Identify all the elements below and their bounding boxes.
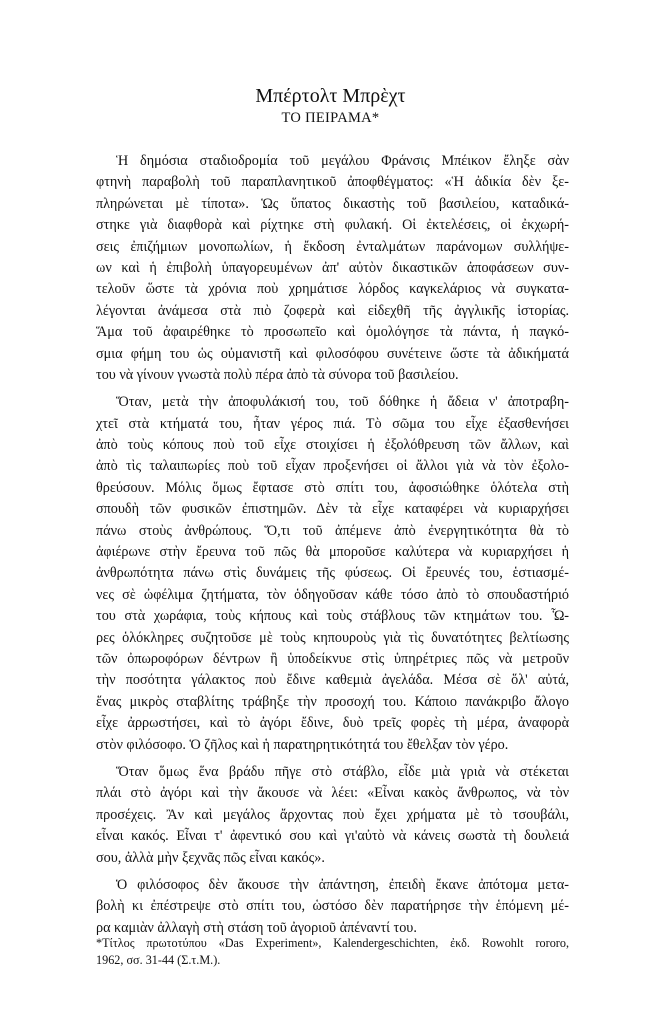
text-line: τελοῦν ὥστε τὰ χρόνια ποὺ χρημάτισε λόρδος καγκελάριος νὰ συγκατα- [96, 281, 569, 298]
paragraph-3 [96, 762, 569, 869]
text-line: ἀνθρωπότητα πάνω στὶς δυνάμεις τῆς φύσεως. Οἱ ἔρευνές του, ἑστιασμέ- [96, 565, 569, 582]
text-line: σπουδὴ τῶν φυσικῶν ἐπιστημῶν. Δὲν τὰ εἶχε καταφέρει νὰ κυριαρχήσει [96, 501, 569, 518]
text-line: στὸν φιλόσοφο. Ὁ ζῆλος καὶ ἡ παρατηρητικότητά του ἔθελξαν τὸν γέρο. [96, 736, 509, 753]
text-line: του νὰ γίνουν γνωστὰ πολὺ πέρα ἀπὸ τὰ σύνορα τοῦ βασιλείου. [96, 366, 459, 383]
paragraph-2 [96, 392, 569, 756]
text-line: εἶχε ἀρρωστήσει, καὶ τὸ ἀγόρι ἔδινε, δυὸ τρεῖς φορὲς τὴ μέρα, ἀναφορὰ [96, 715, 569, 732]
story-title: ΤΟ ΠΕΙΡΑΜΑ* [281, 110, 380, 126]
text-line: εἶναι κακός. Εἶναι τ' ἀφεντικό σου καὶ γι'αὐτὸ νὰ κάνεις σωστὰ τὴ δουλειά [96, 828, 569, 845]
text-line: του στὰ χωράφια, τοὺς κήπους καὶ τοὺς στάβλους τῶν κτημάτων του. Ὧ- [96, 608, 569, 625]
text-line: φτηνὴ παραβολὴ τοῦ παραπλανητικοῦ ἀποφθέγματος: «Ἡ ἀδικία δὲν ξε- [96, 174, 569, 191]
text-line: σου, ἀλλὰ μὴν ξεχνᾶς πῶς εἶναι κακός». [96, 849, 325, 866]
text-line: τῶν ὀπωροφόρων δέντρων ἢ ὑποδείκνυε στὶς ὑπηρέτριες πῶς νὰ μετροῦν [96, 650, 569, 667]
text-line: ων καὶ ἡ ἐπιβολὴ ὑπαγορευμένων ἀπ' αὐτὸν δικαστικῶν ἀποφάσεων συν- [96, 259, 569, 276]
footnote-line: *Τίτλος πρωτοτύπου «Das Experiment», Kalendergeschichten, ἐκδ. Rowohlt rororo, [96, 936, 569, 950]
text-line: Ἡ δημόσια σταδιοδρομία τοῦ μεγάλου Φράνσις Μπέικον ἔληξε σὰν [116, 153, 569, 169]
text-line: ἀφιέρωνε στὴν ἔρευνα τοῦ πῶς θὰ μποροῦσε καλύτερα νὰ κυριαρχήσει ἡ [96, 544, 569, 561]
text-line: χτεῖ στὰ κτήματά του, ἦταν γέρος πιά. Τὸ σῶμα του εἶχε ἐξασθενήσει [96, 415, 569, 432]
text-line: Ὅταν, μετὰ τὴν ἀποφυλάκισή του, τοῦ δόθηκε ἡ ἄδεια ν' ἀποτραβη- [116, 394, 569, 411]
text-line: σεις ἐπιζήμιων μονοπωλίων, ἡ ἔκδοση ἐνταλμάτων παράνομων συλλήψε- [96, 238, 569, 255]
text-line: πληρώνεται μὲ τίποτα». Ὡς ὕπατος δικαστὴς τοῦ βασιλείου, καταδικά- [96, 195, 569, 212]
author-name: Μπέρτολτ Μπρὲχτ [255, 85, 406, 107]
text-line: ἕνας μικρὸς σταβλίτης τράβηξε τὴν προσοχή του. Κάποιο πανάκριβο ἄλογο [96, 693, 569, 710]
footnote-line: 1962, σσ. 31-44 (Σ.τ.Μ.). [96, 953, 221, 967]
story-body [96, 151, 569, 945]
text-line: θρεύσουν. Μόλις ὅμως ἔφτασε στὸ σπίτι του, ἀφοσιώθηκε ὁλότελα στὴ [96, 479, 569, 496]
paragraph-4 [96, 875, 569, 939]
footnote [96, 935, 569, 969]
text-line: ἀπὸ τὶς ταλαιπωρίες ποὺ τοῦ εἶχαν προξενήσει οἱ ἄλλοι γιὰ νὰ τὸν ἐξολο- [96, 458, 569, 475]
paragraph-1 [96, 151, 569, 386]
text-line: προσέχεις. Ἂν καὶ μεγάλος ἄρχοντας ποὺ ἔχει χρήματα μὲ τὸ τσουβάλι, [96, 806, 569, 823]
text-line: στηκε γιὰ διαφθορὰ καὶ ρίχτηκε στὴ φυλακή. Οἱ ἐκτελέσεις, οἱ ἐκχωρή- [96, 217, 569, 234]
text-line: Ὁ φιλόσοφος δὲν ἄκουσε τὴν ἀπάντηση, ἐπειδὴ ἔκανε ἀπότομα μετα- [116, 876, 569, 893]
text-line: λέγονται ἀνάμεσα στὰ πιὸ ζοφερὰ καὶ εἰδεχθῆ τῆς ἀγγλικῆς ἱστορίας. [96, 302, 569, 319]
text-line: τὴν ποσότητα γάλακτος ποὺ ἔδινε καθεμιὰ ἀγελάδα. Μέσα σὲ ὅλ' αὐτά, [96, 672, 569, 689]
text-line: ἀπὸ τοὺς κόπους ποὺ τοῦ εἶχε στοιχίσει ἡ ἐξολόθρευση τῶν ἄλλων, καὶ [96, 437, 569, 454]
text-line: πλάι στὸ ἀγόρι καὶ τὴν ἄκουσε νὰ λέει: «Εἶναι κακὸς ἄνθρωπος, νὰ τὸν [96, 785, 569, 802]
text-line: πάνω στοὺς ἀνθρώπους. Ὅ,τι τοῦ ἀπέμενε ἀπὸ ἐνεργητικότητα θὰ τὸ [96, 522, 569, 539]
text-line: Ἅμα τοῦ ἀφαιρέθηκε τὸ προσωπεῖο καὶ ὁμολόγησε τὰ πάντα, ἡ παγκό- [96, 324, 569, 341]
text-line: ρα καμιὰν ἀλλαγὴ στὴ στάση τοῦ ἀγοριοῦ ἀπέναντί του. [96, 919, 417, 936]
text-line: νες σὲ ὠφέλιμα ζητήματα, τὸν ὁδηγοῦσαν κάθε τόσο ἀπὸ τὸ σπουδαστήριό [96, 586, 569, 603]
text-line: Ὅταν ὅμως ἕνα βράδυ πῆγε στὸ στάβλο, εἶδε μιὰ γριὰ νὰ στέκεται [116, 763, 569, 780]
text-line: σμια φήμη του ὡς οὐμανιστῆ καὶ φιλοσόφου συνέτεινε ὥστε τὰ ἀδικήματά [96, 345, 569, 362]
text-line: βολὴ κι ἐπέστρεψε στὸ σπίτι του, ὡστόσο δὲν παρατήρησε τὴν ἑπόμενη μέ- [96, 898, 569, 915]
text-line: ρες ὁλόκληρες συζητοῦσε μὲ τοὺς κηπουροὺς γιὰ τὶς δυνατότητες βελτίωσης [96, 629, 569, 646]
